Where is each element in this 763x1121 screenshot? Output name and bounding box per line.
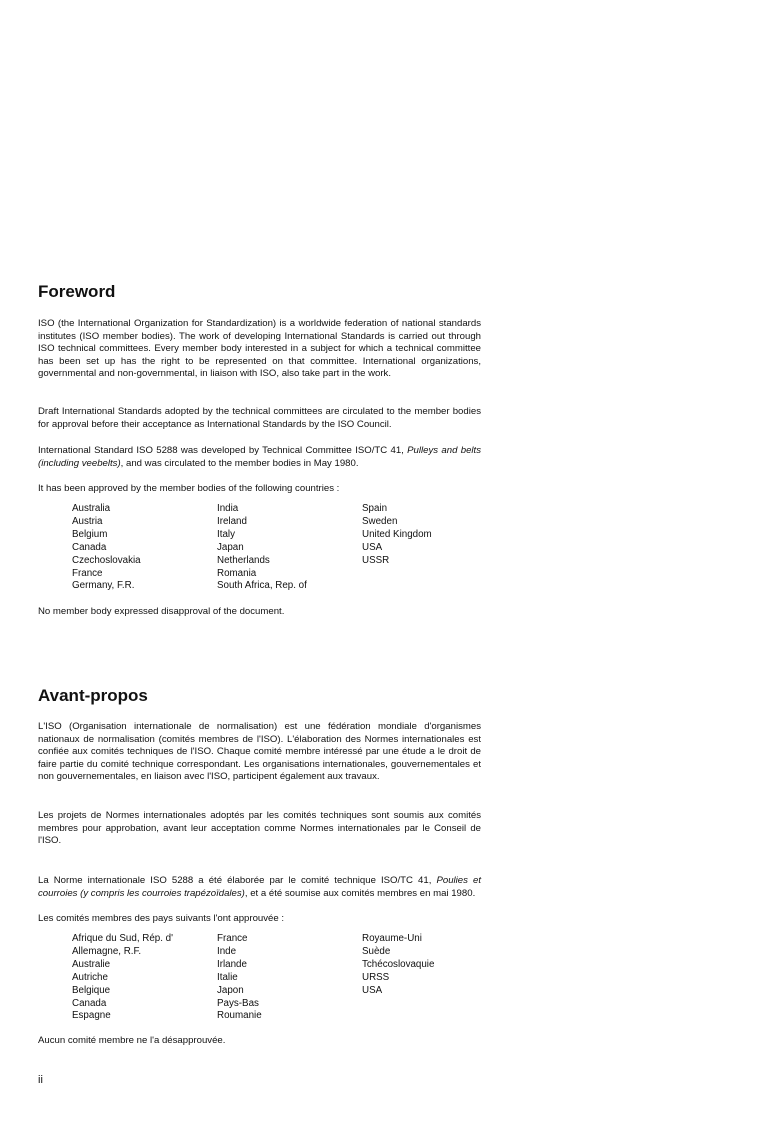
country-name: South Africa, Rep. of (217, 580, 307, 592)
country-name: Allemagne, R.F. (72, 945, 142, 957)
country-name: Belgium (72, 528, 108, 540)
country-name: Italie (217, 971, 238, 983)
foreword-paragraph-1: ISO (the International Organization for Standardization) is a worldwide federation of national standards institutes (ISO member bodies). The work of developing International Standards is carried out through ISO technical committees. Every member body interested in a subject for which a technical committee has been set up has the right to be represented on that committee. International organizations, governmental and non-governmental, in liaison with ISO, also take part in the work. (38, 318, 481, 380)
country-name: Japon (217, 984, 244, 996)
country-name: Afrique du Sud, Rép. d' (72, 933, 173, 944)
country-name (362, 998, 502, 1011)
country-name: Italy (217, 528, 235, 540)
avant-propos-p3-text-end: , et a été soumise aux comités membres en mai 1980. (244, 887, 476, 899)
country-name: France (72, 567, 103, 579)
country-name (362, 580, 502, 593)
country-name: Romania (217, 567, 257, 579)
avant-propos-paragraph-3 (38, 875, 481, 900)
foreword-paragraph-4: It has been approved by the member bodies of the following countries : (38, 483, 340, 494)
country-name: Royaume-Uni (362, 933, 422, 944)
country-name: Inde (217, 945, 237, 957)
foreword-country-list (72, 503, 502, 593)
foreword-committee-title: Pulleys and belts (including veebelts) (38, 445, 482, 469)
foreword-paragraph-2: Draft International Standards adopted by the technical committees are circulated to the member bodies for approval before their acceptance as International Standards by the ISO Council. (38, 406, 481, 430)
avant-propos-country-list (72, 933, 502, 1023)
country-name: Canada (72, 541, 107, 553)
country-name: Autriche (72, 971, 108, 983)
country-name: Pays-Bas (217, 997, 259, 1009)
foreword-paragraph-3 (38, 445, 481, 470)
country-name: USA (362, 541, 383, 553)
country-name: Ireland (217, 515, 247, 527)
avant-propos-committee-title: Poulies et courroies (y compris les courroies trapézoïdales) (38, 875, 481, 899)
avant-propos-paragraph-1: L'ISO (Organisation internationale de normalisation) est une fédération mondiale d'organismes nationaux de normalisation (comités membres de l'ISO). L'élaboration des Normes internationales est confiée aux comités techniques de l'ISO. Chaque comité membre intéressé par une étude a le droit de faire partie du comité technique correspondant. Les organisations internationales, gouvernementales et non gouvernementales, en liaison avec l'ISO, participent également aux travaux. (38, 721, 481, 783)
country-name: Australia (72, 503, 111, 514)
country-name: URSS (362, 971, 390, 983)
avant-propos-p3-text: La Norme internationale ISO 5288 a été élaborée par le comité technique ISO/TC 41, (38, 875, 437, 886)
country-name: Austria (72, 515, 103, 527)
country-name: United Kingdom (362, 528, 432, 540)
country-name: Sweden (362, 515, 398, 527)
country-name: India (217, 503, 239, 514)
page-number: ii (38, 1074, 43, 1086)
country-name: Czechoslovakia (72, 554, 141, 566)
foreword-paragraph-5: No member body expressed disapproval of the document. (38, 606, 285, 617)
country-name: Japan (217, 541, 244, 553)
country-name (362, 568, 502, 581)
country-name: Germany, F.R. (72, 580, 135, 592)
country-name: Canada (72, 997, 107, 1009)
country-name: Belgique (72, 984, 111, 996)
country-name: Netherlands (217, 554, 270, 566)
country-name: France (217, 933, 248, 944)
country-name: Irlande (217, 958, 247, 970)
country-name: Espagne (72, 1010, 111, 1022)
foreword-p3-text: International Standard ISO 5288 was developed by Technical Committee ISO/TC 41, (38, 445, 408, 456)
country-name: Suède (362, 945, 391, 957)
country-name: USSR (362, 554, 390, 566)
foreword-heading: Foreword (38, 282, 116, 301)
country-name: Australie (72, 958, 111, 970)
country-name (362, 1010, 502, 1023)
foreword-p3-text-end: , and was circulated to the member bodies in May 1980. (120, 457, 359, 469)
avant-propos-heading: Avant-propos (38, 686, 148, 705)
country-name: Spain (362, 503, 388, 514)
country-name: Roumanie (217, 1010, 262, 1022)
avant-propos-paragraph-4: Les comités membres des pays suivants l'ont approuvée : (38, 913, 285, 924)
country-name: Tchécoslovaquie (362, 958, 435, 970)
avant-propos-paragraph-2: Les projets de Normes internationales adoptés par les comités techniques sont soumis aux comités membres pour approbation, avant leur acceptation comme Normes internationales par le Conseil de l'ISO. (38, 810, 481, 847)
avant-propos-paragraph-5: Aucun comité membre ne l'a désapprouvée. (38, 1035, 226, 1046)
country-name: USA (362, 984, 383, 996)
